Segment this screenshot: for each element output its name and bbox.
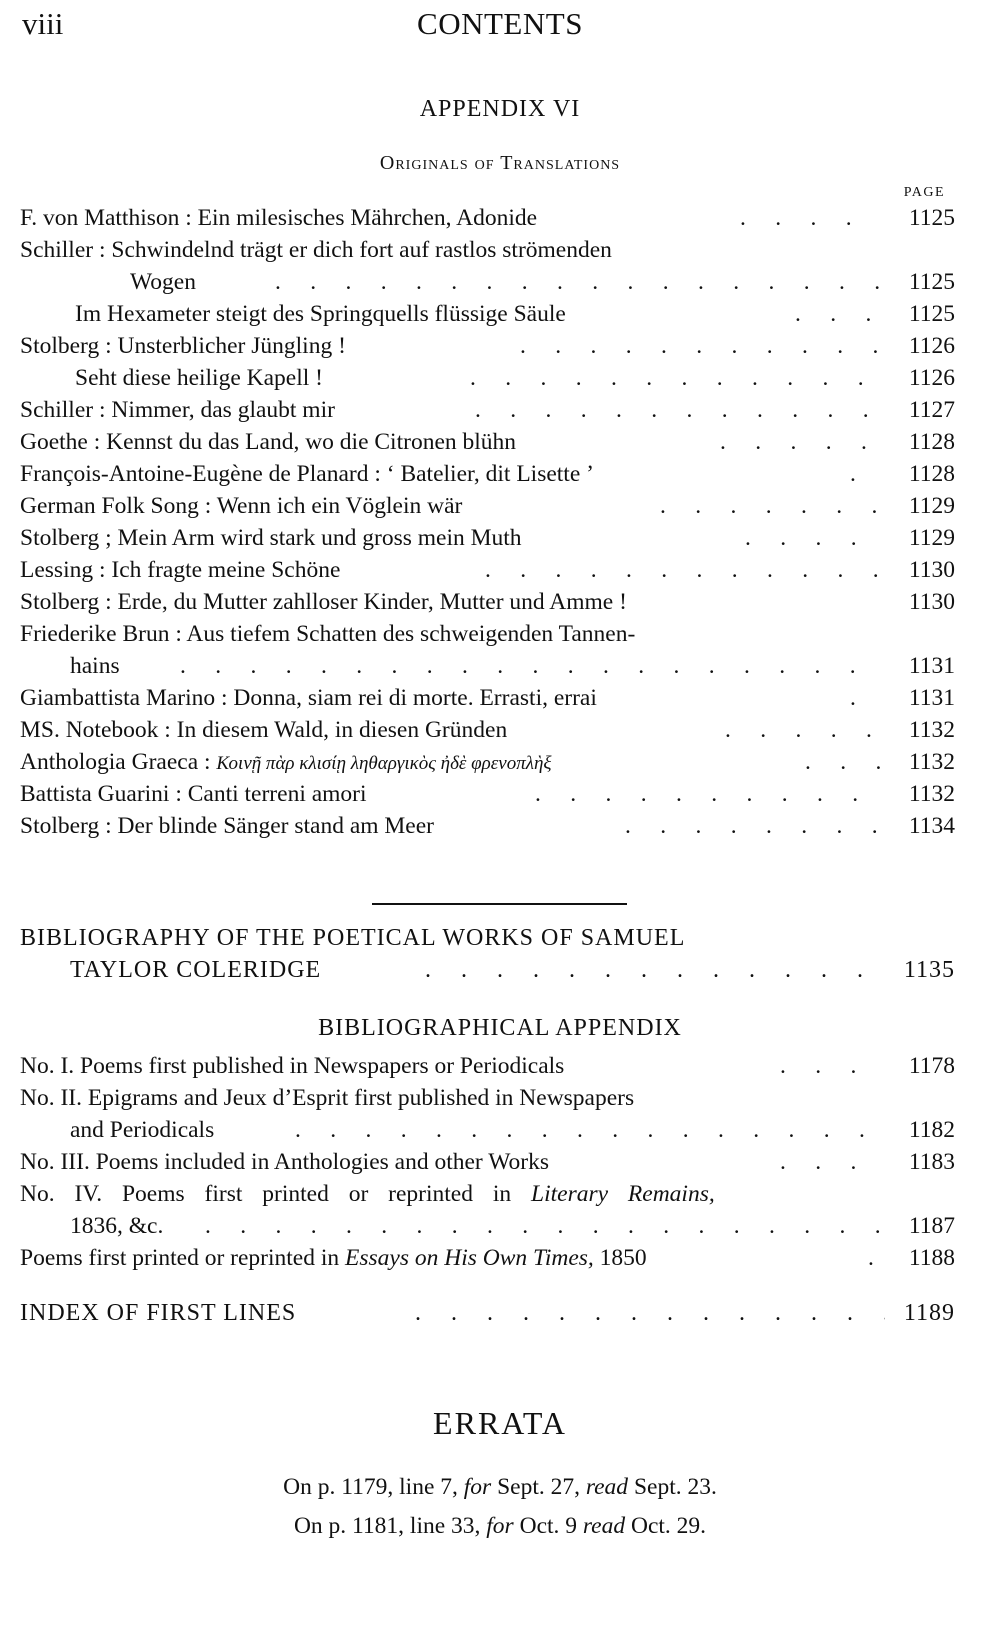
toc-entry-page: 1183 <box>908 1149 955 1175</box>
appendix-vi-title: APPENDIX VI <box>419 96 581 122</box>
index-entry <box>20 1297 955 1329</box>
toc-entry-page: 1134 <box>908 813 955 839</box>
toc-entry-text: Lessing : Ich fragte meine Schöne <box>20 557 341 583</box>
toc-entry-page: 1131 <box>908 685 955 711</box>
toc-entry-page: 1178 <box>908 1053 955 1079</box>
toc-entry <box>20 1210 955 1242</box>
toc-entry-page: 1128 <box>908 461 955 487</box>
toc-entry-text: No. III. Poems included in Anthologies and other Works <box>20 1149 549 1175</box>
toc-entry-text <box>20 746 552 780</box>
toc-entry-year: 1850 <box>599 1245 647 1271</box>
dot-leader <box>520 330 885 362</box>
toc-entry-page: 1130 <box>908 589 955 615</box>
toc-entry-page: 1125 <box>908 269 955 295</box>
book-title: Literary Remains, <box>531 1181 715 1207</box>
toc-entry-page: 1132 <box>908 717 955 743</box>
toc-entry <box>20 458 955 490</box>
errata-location: On p. 1179, line 7, <box>283 1474 458 1500</box>
toc-entry-page: 1130 <box>908 557 955 583</box>
errata-wrong: Sept. 27, <box>497 1474 580 1500</box>
toc-entry-text: Friederike Brun : Aus tiefem Schatten des schweigenden Tannen- <box>20 621 636 647</box>
bibliography-heading <box>20 954 955 986</box>
toc-entry-author: Anthologia Graeca : <box>20 749 211 775</box>
toc-entry <box>20 362 955 394</box>
dot-leader <box>485 554 885 586</box>
toc-entry <box>20 202 955 234</box>
toc-entry-text: No. II. Epigrams and Jeux d’Esprit first published in Newspapers <box>20 1085 635 1111</box>
toc-entry-page: 1131 <box>908 653 955 679</box>
toc-entry-page: 1129 <box>908 493 955 519</box>
dot-leader <box>740 202 880 234</box>
toc-entry <box>20 618 955 650</box>
errata-line <box>0 1513 1000 1540</box>
dot-leader <box>275 266 885 298</box>
toc-entry <box>20 1082 955 1114</box>
errata-title: ERRATA <box>433 1405 567 1441</box>
dot-leader <box>745 522 885 554</box>
toc-entry-page: 1127 <box>908 397 955 423</box>
toc-entry-text: Stolberg : Erde, du Mutter zahlloser Kinder, Mutter und Amme ! <box>20 589 627 615</box>
index-heading: INDEX OF FIRST LINES <box>20 1300 297 1326</box>
errata-wrong: Oct. 9 <box>519 1513 578 1539</box>
toc-entry-text: Battista Guarini : Canti terreni amori <box>20 781 367 807</box>
toc-entry <box>20 234 955 266</box>
page-number: viii <box>22 6 64 41</box>
dot-leader <box>720 426 885 458</box>
bibliography-page: 1135 <box>903 957 955 983</box>
toc-entry-text: hains <box>70 653 120 679</box>
dot-leader <box>415 1297 885 1329</box>
toc-entry <box>20 426 955 458</box>
dot-leader <box>780 1146 885 1178</box>
toc-entry <box>20 746 955 778</box>
page-column-label: PAGE <box>903 185 945 200</box>
toc-entry-text <box>20 1178 715 1210</box>
dot-leader <box>180 650 885 682</box>
toc-entry <box>20 810 955 842</box>
toc-entry-text: Im Hexameter steigt des Springquells flüssige Säule <box>75 301 566 327</box>
toc-entry-page: 1187 <box>908 1213 955 1239</box>
dot-leader <box>795 298 885 330</box>
toc-entry <box>20 330 955 362</box>
toc-entry <box>20 682 955 714</box>
toc-entry-page: 1126 <box>908 365 955 391</box>
toc-entry-label: No. IV. Poems first printed or reprinted in <box>20 1181 512 1207</box>
section-divider <box>372 903 627 905</box>
dot-leader <box>850 458 885 490</box>
book-title: Essays on His Own Times, <box>345 1245 594 1271</box>
bibliography-heading <box>20 922 955 954</box>
toc-entry-text: François-Antoine-Eugène de Planard : ‘ Batelier, dit Lisette ’ <box>20 461 594 487</box>
toc-entry-text <box>20 1242 647 1274</box>
toc-entry-label: Poems first printed or reprinted in <box>20 1245 340 1271</box>
appendix-vi-subtitle: Originals of Translations <box>379 152 621 174</box>
toc-entry-page: 1129 <box>908 525 955 551</box>
toc-entry-page: 1132 <box>908 749 955 775</box>
toc-entry <box>20 714 955 746</box>
toc-entry-page: 1125 <box>908 205 955 231</box>
dot-leader <box>475 394 885 426</box>
errata-read: read <box>585 1474 629 1500</box>
bibliography-heading-line2: TAYLOR COLERIDGE <box>70 957 322 983</box>
toc-entry-text: Schiller : Nimmer, das glaubt mir <box>20 397 335 423</box>
dot-leader <box>205 1210 885 1242</box>
toc-entry-text: 1836, &c. <box>70 1213 164 1239</box>
dot-leader <box>625 810 885 842</box>
dot-leader <box>535 778 885 810</box>
dot-leader <box>868 1242 885 1274</box>
toc-entry <box>20 1242 955 1274</box>
greek-first-line: Κοινῇ πὰρ κλισίῃ ληθαργικὸς ἠδὲ φρενοπλὴξ <box>216 753 552 774</box>
toc-entry <box>20 1114 955 1146</box>
dot-leader <box>295 1114 885 1146</box>
toc-entry <box>20 1050 955 1082</box>
toc-entry <box>20 1146 955 1178</box>
toc-entry-text: F. von Matthison : Ein milesisches Mährchen, Adonide <box>20 205 538 231</box>
toc-entry-text: Wogen <box>130 269 196 295</box>
toc-entry-text: Goethe : Kennst du das Land, wo die Citronen blühn <box>20 429 517 455</box>
dot-leader <box>425 954 885 986</box>
toc-entry-page: 1132 <box>908 781 955 807</box>
toc-entry-page: 1126 <box>908 333 955 359</box>
dot-leader <box>725 714 885 746</box>
dot-leader <box>850 682 885 714</box>
toc-entry <box>20 554 955 586</box>
toc-entry <box>20 522 955 554</box>
errata-location: On p. 1181, line 33, <box>293 1513 481 1539</box>
bibliographical-appendix-title: BIBLIOGRAPHICAL APPENDIX <box>318 1015 682 1041</box>
errata-right: Oct. 29. <box>631 1513 707 1539</box>
toc-entry <box>20 778 955 810</box>
errata-line <box>0 1474 1000 1501</box>
index-page: 1189 <box>903 1300 955 1326</box>
toc-entry <box>20 650 955 682</box>
dot-leader <box>780 1050 885 1082</box>
errata-for: for <box>463 1474 492 1500</box>
dot-leader <box>805 746 885 778</box>
toc-entry-text: No. I. Poems first published in Newspapers or Periodicals <box>20 1053 565 1079</box>
toc-entry <box>20 298 955 330</box>
toc-entry-page: 1128 <box>908 429 955 455</box>
toc-entry <box>20 394 955 426</box>
errata-read: read <box>582 1513 626 1539</box>
toc-entry-text: Schiller : Schwindelnd trägt er dich fort auf rastlos strömenden <box>20 237 612 263</box>
toc-entry-page: 1182 <box>908 1117 955 1143</box>
toc-entry-text: Giambattista Marino : Donna, siam rei di morte. Errasti, errai <box>20 685 597 711</box>
toc-entry-page: 1125 <box>908 301 955 327</box>
bibliography-heading-line1: BIBLIOGRAPHY OF THE POETICAL WORKS OF SAMUEL <box>20 925 686 951</box>
toc-entry-text: German Folk Song : Wenn ich ein Vöglein wär <box>20 493 463 519</box>
toc-entry <box>20 266 955 298</box>
toc-entry-text: Seht diese heilige Kapell ! <box>75 365 323 391</box>
errata-for: for <box>486 1513 514 1539</box>
toc-entry-text: MS. Notebook : In diesem Wald, in diesen Gründen <box>20 717 508 743</box>
toc-entry-text: Stolberg : Unsterblicher Jüngling ! <box>20 333 346 359</box>
dot-leader <box>470 362 885 394</box>
toc-entry <box>20 586 955 618</box>
dot-leader <box>660 490 885 522</box>
toc-entry-text: and Periodicals <box>70 1117 215 1143</box>
toc-entry-text: Stolberg : Der blinde Sänger stand am Meer <box>20 813 434 839</box>
errata-right: Sept. 23. <box>633 1474 717 1500</box>
toc-entry <box>20 1178 955 1210</box>
toc-entry-page: 1188 <box>908 1245 955 1271</box>
running-head: CONTENTS <box>417 6 583 41</box>
toc-entry-text: Stolberg ; Mein Arm wird stark und gross mein Muth <box>20 525 522 551</box>
toc-entry <box>20 490 955 522</box>
